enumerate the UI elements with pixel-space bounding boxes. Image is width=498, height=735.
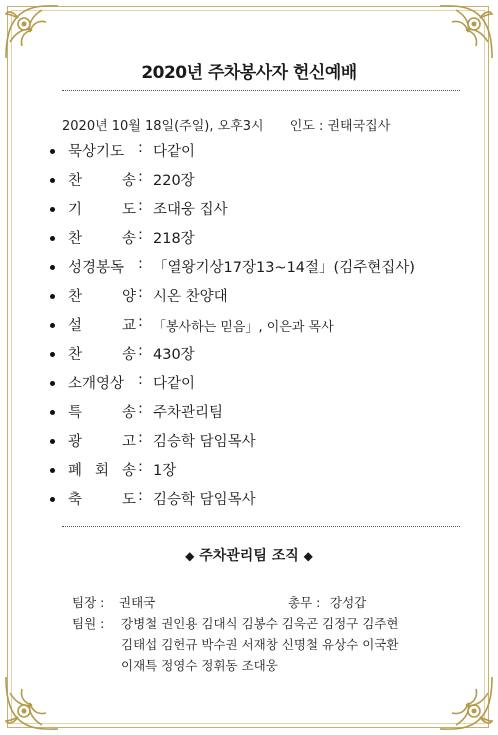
order-label: 광 고 [68,434,136,450]
order-label: 묵상기도 [68,144,125,160]
corner-ornament-bottom-right [436,673,496,733]
order-value: 시온 찬양대 [153,289,228,305]
bullet-icon [50,265,55,270]
colon: : [138,227,143,243]
bullet-icon [50,149,55,154]
order-value: 김승학 담임목사 [153,434,256,450]
diamond-icon: ◆ [303,549,313,563]
order-label: 성경봉독 [68,260,125,276]
colon: : [138,343,143,359]
leader-name: 권태국 [119,595,156,610]
order-value: 430장 [153,347,195,363]
colon: : [138,401,143,417]
order-value: 다같이 [153,144,196,160]
bullet-icon [50,294,55,299]
bullet-icon [50,439,55,444]
order-label: 소개영상 [68,376,125,392]
bullet-icon [50,381,55,386]
corner-ornament-bottom-left [2,673,62,733]
order-label: 기 도 [68,202,136,218]
colon: : [138,140,143,156]
order-label: 특 송 [68,405,136,421]
bullet-icon [50,497,55,502]
colon: : [138,372,143,388]
colon: : [138,256,143,272]
bullet-icon [50,323,55,328]
bullet-icon [50,207,55,212]
order-value: 「봉사하는 믿음」, 이은과 목사 [153,320,334,335]
service-date: 2020년 10월 18일(주일), 오후3시 [62,119,264,134]
order-label: 축 도 [68,492,136,508]
colon: : [138,488,143,504]
bullet-icon [50,236,55,241]
bullet-icon [50,352,55,357]
colon: : [138,169,143,185]
top-divider [62,90,460,91]
bullet-icon [50,468,55,473]
members-line-3: 이재특 정영수 정휘동 조대웅 [121,658,278,673]
order-value: 「열왕기상17장13~14절」(김주현집사) [153,260,415,276]
members-line-1: 강병철 권인용 김대식 김봉수 김욱곤 김정구 김주현 [121,616,399,631]
members-label: 팀원 : [72,616,105,631]
order-value: 주차관리팀 [153,405,224,421]
order-label: 찬 송 [68,347,136,363]
bullet-icon [50,178,55,183]
secretary-name: 강성갑 [330,595,367,610]
colon: : [138,459,143,475]
colon: : [138,430,143,446]
order-label: 설 교 [68,318,136,334]
organization-heading [0,545,498,565]
order-value: 조대웅 집사 [153,202,228,218]
diamond-icon: ◆ [185,549,195,563]
document-title: 2020년 주차봉사자 헌신예배 [141,63,357,83]
bottom-divider [62,526,460,527]
order-label: 폐 회 송 [68,463,136,479]
order-label: 찬 송 [68,173,136,189]
colon: : [138,285,143,301]
order-value: 218장 [153,231,195,247]
order-value: 다같이 [153,376,196,392]
order-value: 1장 [153,463,177,479]
organization-heading-text: 주차관리팀 조직 [199,548,299,564]
service-info [62,115,390,134]
order-value: 김승학 담임목사 [153,492,256,508]
secretary-label: 총무 : [288,595,321,610]
leader-label: 팀장 : [72,595,105,610]
bullet-icon [50,410,55,415]
corner-ornament-top-right [436,2,496,62]
order-label: 찬 양 [68,289,136,305]
order-value: 220장 [153,173,195,189]
service-officiant: 인도 : 권태국집사 [289,119,391,134]
members-line-2: 김태섭 김헌규 박수권 서재창 신명철 유상수 이국환 [121,637,399,652]
order-label: 찬 송 [68,231,136,247]
colon: : [138,314,143,330]
colon: : [138,198,143,214]
corner-ornament-top-left [2,2,62,62]
